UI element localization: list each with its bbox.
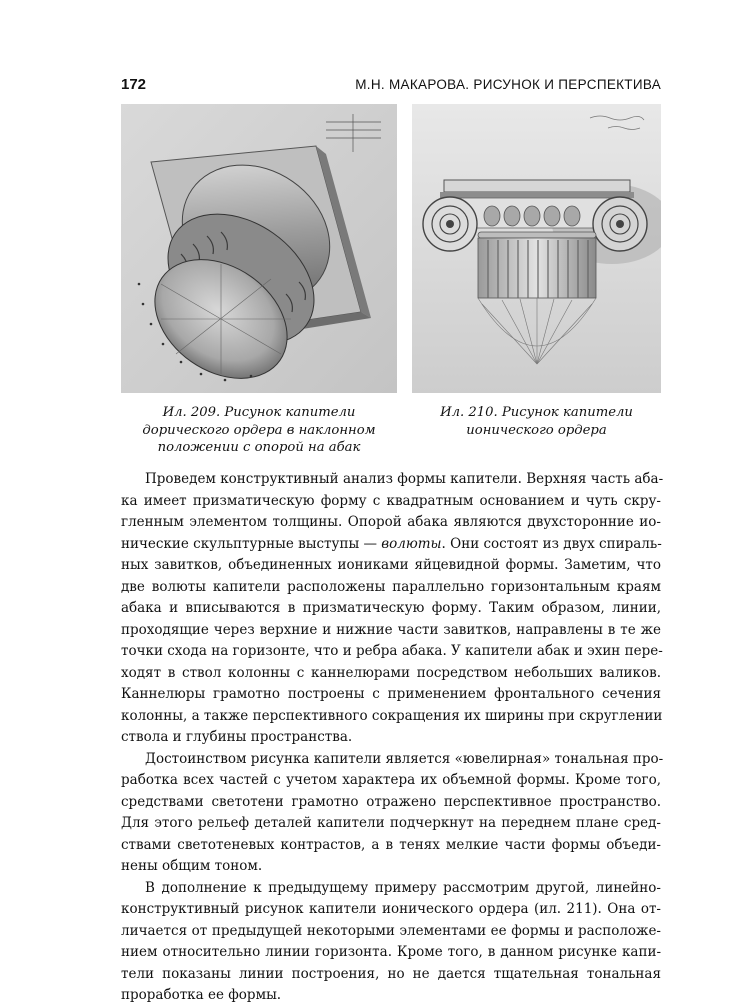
figure-doric-capital <box>121 104 397 393</box>
text-line <box>121 534 661 556</box>
text-line: ных завитков, объединенных иониками яйцевидной формы. Заметим, что <box>121 557 661 573</box>
emphasis-term: волюты <box>381 535 442 552</box>
caption-line: Ил. 209. Рисунок капители <box>162 405 356 420</box>
page-header <box>121 76 661 98</box>
text-line: Проведем конструктивный анализ формы капители. Верхняя часть аба- <box>145 471 664 487</box>
text-line: нием относительно линии горизонта. Кроме того, в данном рисунке капи- <box>121 944 661 960</box>
page-number: 172 <box>121 76 147 93</box>
text-line: личается от предыдущей некоторыми элементами ее формы и расположе- <box>121 922 661 939</box>
text-line: работка всех частей с учетом характера их объемной формы. Кроме того, <box>121 772 661 788</box>
text-line: Для этого рельеф деталей капители подчеркнут на переднем плане сред- <box>121 815 661 831</box>
text-line: нены общим тоном. <box>121 858 263 874</box>
figure-caption-210 <box>412 404 661 439</box>
text-line: колонны, а также перспективного сокращения их ширины при скруглении <box>121 707 663 724</box>
ionic-capital-drawing <box>412 104 661 393</box>
text-line: средствами светотени грамотно отражено перспективное пространство. <box>121 793 661 810</box>
text-line: абака и вписываются в призматическую форму. Таким образом, линии, <box>121 600 661 616</box>
body-text <box>121 469 664 1007</box>
caption-line: Ил. 210. Рисунок капители <box>440 405 633 420</box>
text-line: ходят в ствол колонны с каннелюрами посредством небольших валиков. <box>121 664 661 681</box>
figure-ionic-capital <box>412 104 661 393</box>
text-line: тели показаны линии построения, но не дается тщательная тональная <box>121 965 661 982</box>
text-line: проходящие через верхние и нижние части завитков, направлены в те же <box>121 621 661 638</box>
figure-caption-209 <box>121 404 397 457</box>
text-line: Каннелюры грамотно построены с применением фронтального сечения <box>121 686 661 702</box>
doric-capital-drawing <box>121 104 397 393</box>
text-line: точки схода на горизонте, что и ребра абака. У капители абак и эхин пере- <box>121 643 663 659</box>
text-fragment: нические скульптурные выступы — <box>121 535 382 552</box>
text-line: ка имеет призматическую форму с квадратным основанием и чуть скру- <box>121 492 661 509</box>
caption-line: дорического ордера в наклонном <box>142 422 376 438</box>
text-line: проработка ее формы. <box>121 987 282 1003</box>
text-line: Достоинством рисунка капители является «ювелирная» тональная про- <box>145 750 664 767</box>
text-line: ствола и глубины пространства. <box>121 729 353 745</box>
text-line: ствами светотеневых контрастов, а в тенях мелкие части формы объеди- <box>121 836 661 853</box>
text-line: две волюты капители расположены параллельно горизонтальным краям <box>121 578 661 595</box>
caption-line: положении с опорой на абак <box>157 440 361 455</box>
text-line: гленным элементом толщины. Опорой абака являются двухсторонние ио- <box>121 514 661 530</box>
text-line: конструктивный рисунок капители ионического ордера (ил. 211). Она от- <box>121 901 661 917</box>
text-fragment: . Они состоят из двух спираль- <box>441 535 662 552</box>
caption-line: ионического ордера <box>466 422 607 438</box>
running-title: М.Н. МАКАРОВА. РИСУНОК И ПЕРСПЕКТИВА <box>355 77 661 92</box>
text-line: В дополнение к предыдущему примеру рассмотрим другой, линейно- <box>145 879 661 896</box>
